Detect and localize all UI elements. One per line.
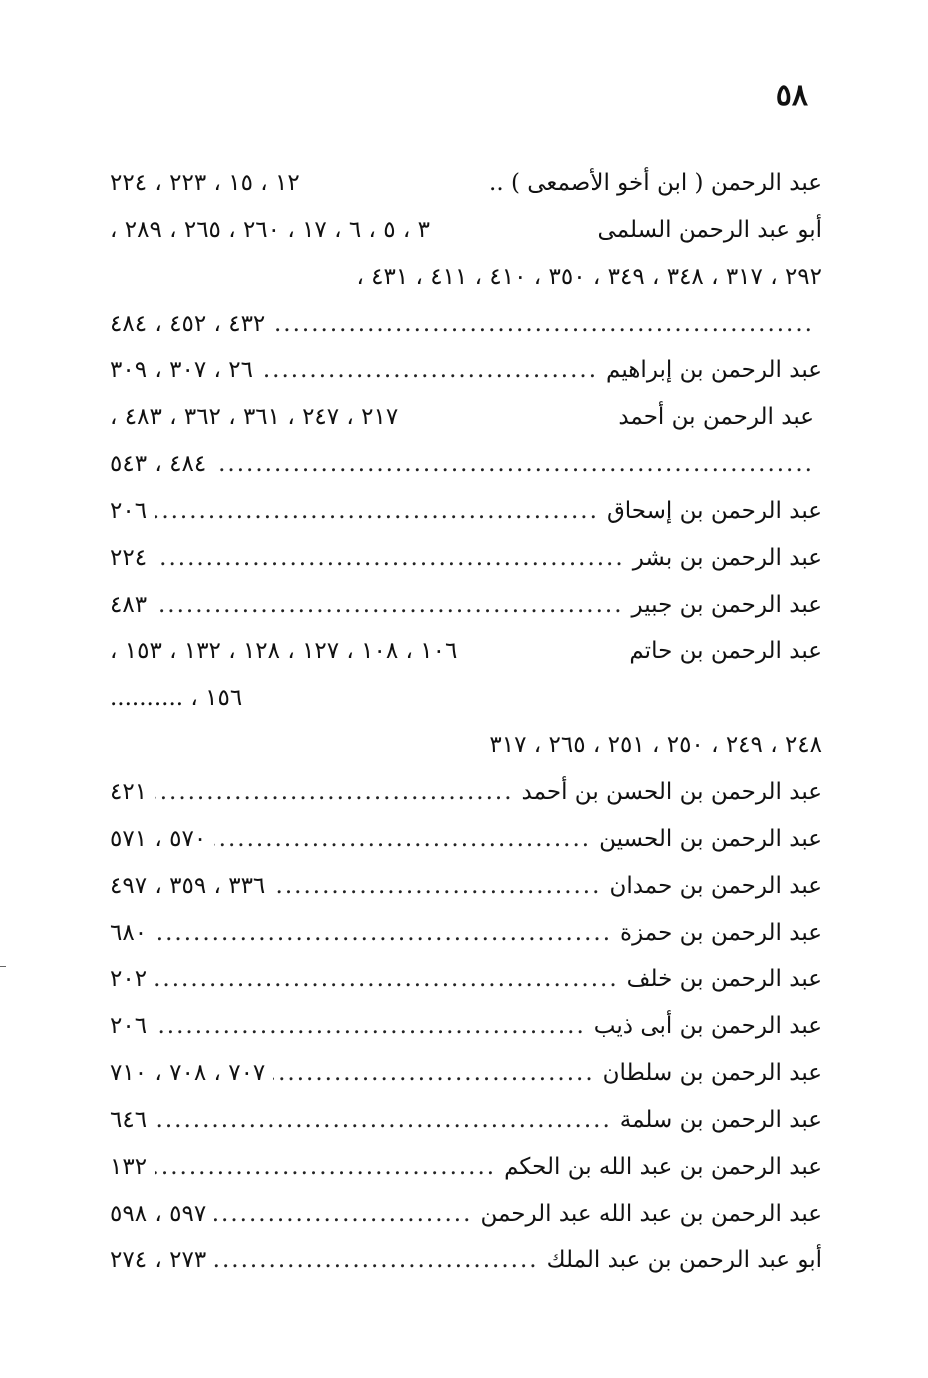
leader-dots [155,1003,586,1050]
index-entry [110,1237,822,1284]
entry-pages: ٢٠٦ [110,1013,148,1040]
leader-dots [273,1050,594,1097]
entry-name: عبد الرحمن بن حمزة [620,919,822,946]
entry-name: عبد الرحمن بن أحمد [618,404,814,431]
page-number: ٥٨ [775,78,808,113]
leader-dots [261,347,598,394]
entry-name: عبد الرحمن بن أبى ذيب [593,1013,822,1040]
leader-dots [214,1237,538,1284]
index-entry [110,207,822,254]
index-entry [110,535,822,582]
index-entry [110,956,822,1003]
index-entry [110,1144,822,1191]
leader-dots [155,769,513,816]
name-index-list [110,160,822,1284]
entry-pages: ٤٨٣ [110,591,148,618]
leader-dots [214,816,591,863]
leader-dots [155,1097,612,1144]
index-entry [110,1003,822,1050]
entry-name: أبو عبد الرحمن السلمى [597,216,822,243]
entry-name: عبد الرحمن بن عبد الله بن الحكم [504,1153,822,1180]
index-entry [110,1191,822,1238]
index-entry [110,816,822,863]
index-entry [110,582,822,629]
entry-name: عبد الرحمن بن حمدان [609,872,822,899]
entry-pages: ٥٩٧ ، ٥٩٨ [110,1200,207,1227]
entry-name: عبد الرحمن بن إسحاق [606,497,822,524]
entry-pages: ٢١٧ ، ٢٤٧ ، ٣٦١ ، ٣٦٢ ، ٤٨٣ ، [110,404,399,431]
entry-pages: ٦٤٦ [110,1106,148,1133]
leader-dots [155,910,612,957]
entry-pages: ٧٠٧ ، ٧٠٨ ، ٧١٠ [110,1060,266,1087]
entry-name: عبد الرحمن بن الحسن بن أحمد [521,778,822,805]
index-entry [110,769,822,816]
entry-pages: ٢٢٤ [110,544,148,571]
entry-name: عبد الرحمن بن بشر [632,544,822,571]
entry-pages: ٤٢١ [110,778,148,805]
leader-dots [214,441,814,488]
entry-pages: ١٢ ، ١٥ ، ٢٢٣ ، ٢٢٤ [110,170,300,196]
entry-pages: ٢٩٢ ، ٣١٧ ، ٣٤٨ ، ٣٤٩ ، ٣٥٠ ، ٤١٠ ، ٤١١ ، ٤٣١ ، [356,263,822,290]
leader-dots [155,488,599,535]
index-entry [110,160,822,207]
index-entry [110,394,822,441]
entry-pages: ١٣٢ [110,1153,148,1180]
index-entry [110,863,822,910]
index-entry [110,628,822,675]
entry-name: عبد الرحمن بن سلطان [602,1060,822,1087]
leader-dots [155,956,619,1003]
scan-edge-mark [0,966,6,967]
entry-pages: ٦٨٠ [110,919,148,946]
entry-name: عبد الرحمن بن خلف [626,966,822,993]
leader-dots [273,863,601,910]
entry-name: عبد الرحمن بن سلمة [619,1106,822,1133]
entry-name: عبد الرحمن بن الحسين [599,825,822,852]
leader-dots [155,535,625,582]
entry-pages: ٣ ، ٥ ، ٦ ، ١٧ ، ٢٦٠ ، ٢٦٥ ، ٢٨٩ ، [110,216,430,243]
entry-pages: ٢٤٨ ، ٢٤٩ ، ٢٥٠ ، ٢٥١ ، ٢٦٥ ، ٣١٧ [489,732,822,759]
entry-name: عبد الرحمن ( ابن أخو الأصمعى ) .. [489,170,822,196]
leader-dots [273,301,814,348]
entry-pages: ٣٣٦ ، ٣٥٩ ، ٤٩٧ [110,872,266,899]
index-entry [110,1097,822,1144]
index-entry [110,910,822,957]
entry-name: عبد الرحمن بن جبير [631,591,822,618]
entry-name: أبو عبد الرحمن بن عبد الملك [546,1247,822,1274]
leader-dots [214,1191,472,1238]
index-entry-continuation [110,675,822,722]
index-entry-continuation [110,301,822,348]
index-entry [110,1050,822,1097]
entry-pages: ٥٧٠ ، ٥٧١ [110,825,207,852]
entry-name: عبد الرحمن بن إبراهيم [606,357,822,384]
entry-pages-partial: ١٥٦ ، .......... [110,685,243,712]
entry-pages: ٢٧٣ ، ٢٧٤ [110,1247,207,1274]
index-entry [110,488,822,535]
entry-pages: ١٠٦ ، ١٠٨ ، ١٢٧ ، ١٢٨ ، ١٣٢ ، ١٥٣ ، [110,638,458,665]
entry-name: عبد الرحمن بن حاتم [629,638,822,665]
index-entry-continuation [110,254,822,301]
leader-dots [155,1144,496,1191]
index-entry [110,347,822,394]
entry-pages: ٢٠٦ [110,497,148,524]
entry-name: عبد الرحمن بن عبد الله عبد الرحمن [480,1200,822,1227]
entry-pages: ٢٠٢ [110,966,148,993]
entry-pages: ٤٨٤ ، ٥٤٣ [110,451,207,478]
index-entry-continuation [110,441,822,488]
entry-pages: ٤٣٢ ، ٤٥٢ ، ٤٨٤ [110,310,266,337]
index-entry-continuation [110,722,822,769]
leader-dots [155,582,623,629]
entry-pages: ٢٦ ، ٣٠٧ ، ٣٠٩ [110,357,253,384]
